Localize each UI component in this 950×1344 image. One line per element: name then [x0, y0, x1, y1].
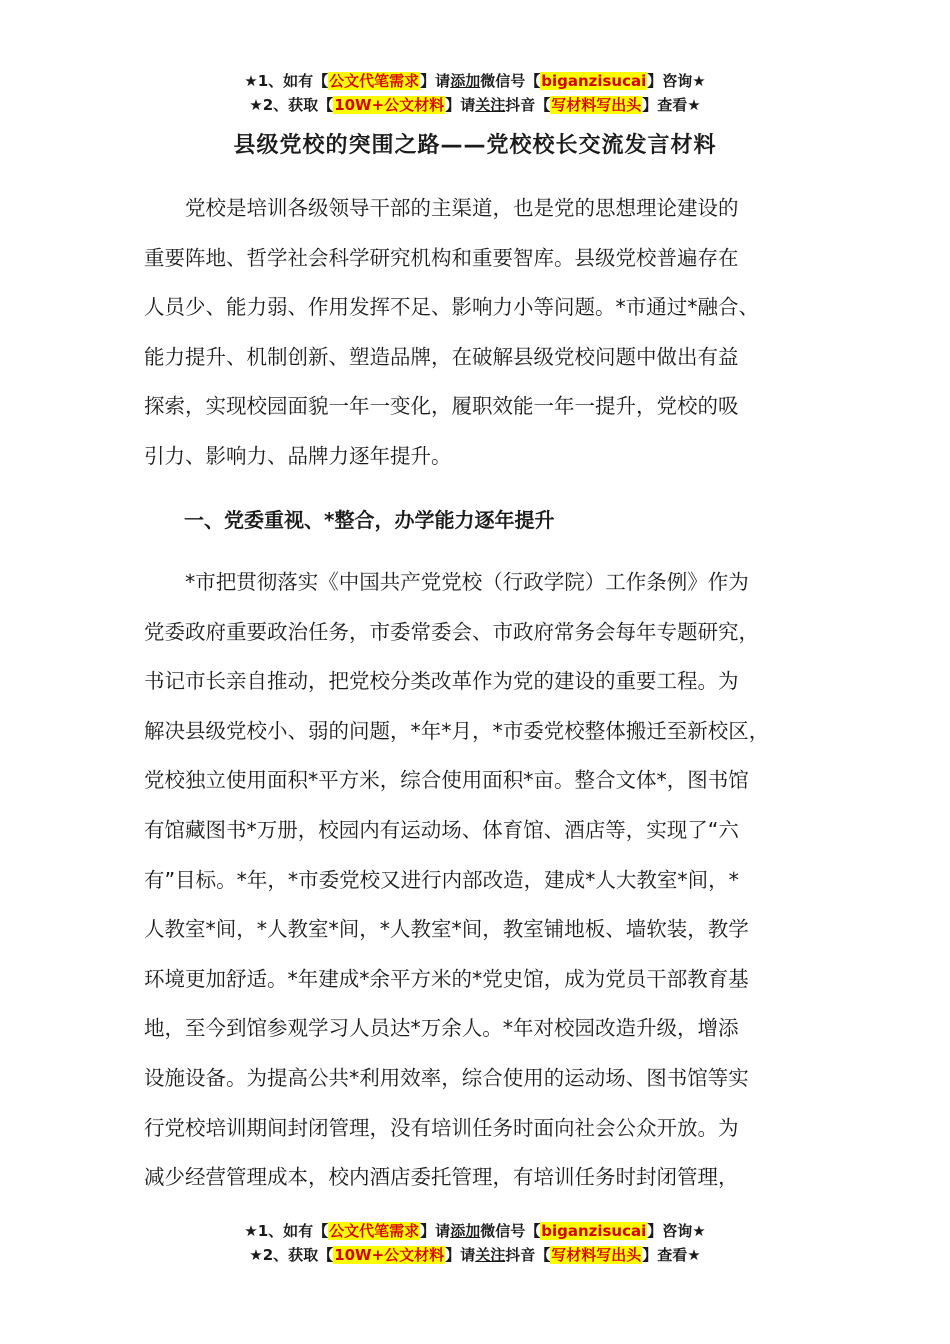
paragraph-line: 减少经营管理成本，校内酒店委托管理，有培训任务时封闭管理，	[144, 1165, 739, 1190]
body-paragraph-2	[144, 558, 834, 1203]
banner-text: 】查看★	[642, 96, 701, 114]
banner-highlight: biganzisucai	[541, 1222, 647, 1240]
paragraph-line: 地，至今到馆参观学习人员达*万余人。*年对校园改造升级，增添	[144, 1016, 739, 1041]
banner-text: 】请	[445, 96, 476, 114]
banner-text: 】咨询★	[647, 1222, 706, 1240]
banner-text: ★1、如有【	[244, 1222, 329, 1240]
banner-underlined-text: 添加	[450, 1222, 481, 1240]
banner-highlight: 公文代笔需求	[329, 1222, 420, 1240]
paragraph-line: 能力提升、机制创新、塑造品牌，在破解县级党校问题中做出有益	[144, 344, 739, 369]
banner-line-2	[0, 93, 950, 117]
banner-underlined-text: 关注	[475, 1246, 506, 1264]
banner-underlined-text: 添加	[450, 72, 481, 90]
banner-text: 】查看★	[642, 1246, 701, 1264]
header-banner	[0, 69, 950, 117]
paragraph-line: 探索，实现校园面貌一年一变化，履职效能一年一提升，党校的吸	[144, 394, 739, 419]
banner-text: 微信号【	[480, 72, 541, 90]
banner-highlight: 10W+公文材料	[334, 1246, 445, 1264]
paragraph-line: 重要阵地、哲学社会科学研究机构和重要智库。县级党校普遍存在	[144, 245, 739, 270]
banner-underlined-text: 关注	[475, 96, 506, 114]
banner-text: 抖音【	[505, 96, 551, 114]
paragraph-line: 有”目标。*年，*市委党校又进行内部改造，建成*人大教室*间，*	[144, 867, 739, 892]
banner-text: 】咨询★	[647, 72, 706, 90]
banner-text: 抖音【	[505, 1246, 551, 1264]
paragraph-line: 解决县级党校小、弱的问题，*年*月，*市委党校整体搬迁至新校区，	[144, 718, 770, 743]
banner-text: 】请	[445, 1246, 476, 1264]
banner-text: ★2、获取【	[249, 96, 334, 114]
banner-highlight: 写材料写出头	[551, 96, 642, 114]
banner-highlight: 公文代笔需求	[329, 72, 420, 90]
banner-line-2	[0, 1243, 950, 1267]
paragraph-line: 设施设备。为提高公共*利用效率，综合使用的运动场、图书馆等实	[144, 1065, 749, 1090]
paragraph-line: 引力、影响力、品牌力逐年提升。	[144, 443, 452, 468]
banner-highlight: 10W+公文材料	[334, 96, 445, 114]
paragraph-line: 人员少、能力弱、作用发挥不足、影响力小等问题。*市通过*融合、	[144, 295, 759, 320]
banner-text: ★1、如有【	[244, 72, 329, 90]
document-title: 县级党校的突围之路——党校校长交流发言材料	[233, 133, 717, 158]
banner-line-1	[0, 69, 950, 93]
section-heading-1: 一、党委重视、*整合，办学能力逐年提升	[184, 508, 555, 532]
paragraph-line: 环境更加舒适。*年建成*余平方米的*党史馆，成为党员干部教育基	[144, 966, 749, 991]
banner-highlight: biganzisucai	[541, 72, 647, 90]
paragraph-line: 行党校培训期间封闭管理，没有培训任务时面向社会公众开放。为	[144, 1115, 739, 1140]
paragraph-line: 人教室*间，*人教室*间，*人教室*间，教室铺地板、墙软装，教学	[144, 917, 749, 942]
banner-highlight: 写材料写出头	[551, 1246, 642, 1264]
paragraph-line: 党校独立使用面积*平方米，综合使用面积*亩。整合文体*，图书馆	[144, 768, 749, 793]
banner-line-1	[0, 1219, 950, 1243]
banner-text: 】请	[420, 1222, 451, 1240]
banner-text: 】请	[420, 72, 451, 90]
footer-banner	[0, 1219, 950, 1267]
paragraph-line: *市把贯彻落实《中国共产党党校（行政学院）工作条例》作为	[185, 570, 749, 594]
banner-text: 微信号【	[480, 1222, 541, 1240]
paragraph-line: 有馆藏图书*万册，校园内有运动场、体育馆、酒店等，实现了“六	[144, 817, 739, 842]
banner-text: ★2、获取【	[249, 1246, 334, 1264]
paragraph-line: 书记市长亲自推动，把党校分类改革作为党的建设的重要工程。为	[144, 669, 739, 694]
body-paragraph-1	[144, 184, 834, 482]
paragraph-line: 党校是培训各级领导干部的主渠道，也是党的思想理论建设的	[185, 196, 739, 220]
paragraph-line: 党委政府重要政治任务，市委常委会、市政府常务会每年专题研究，	[144, 619, 759, 644]
